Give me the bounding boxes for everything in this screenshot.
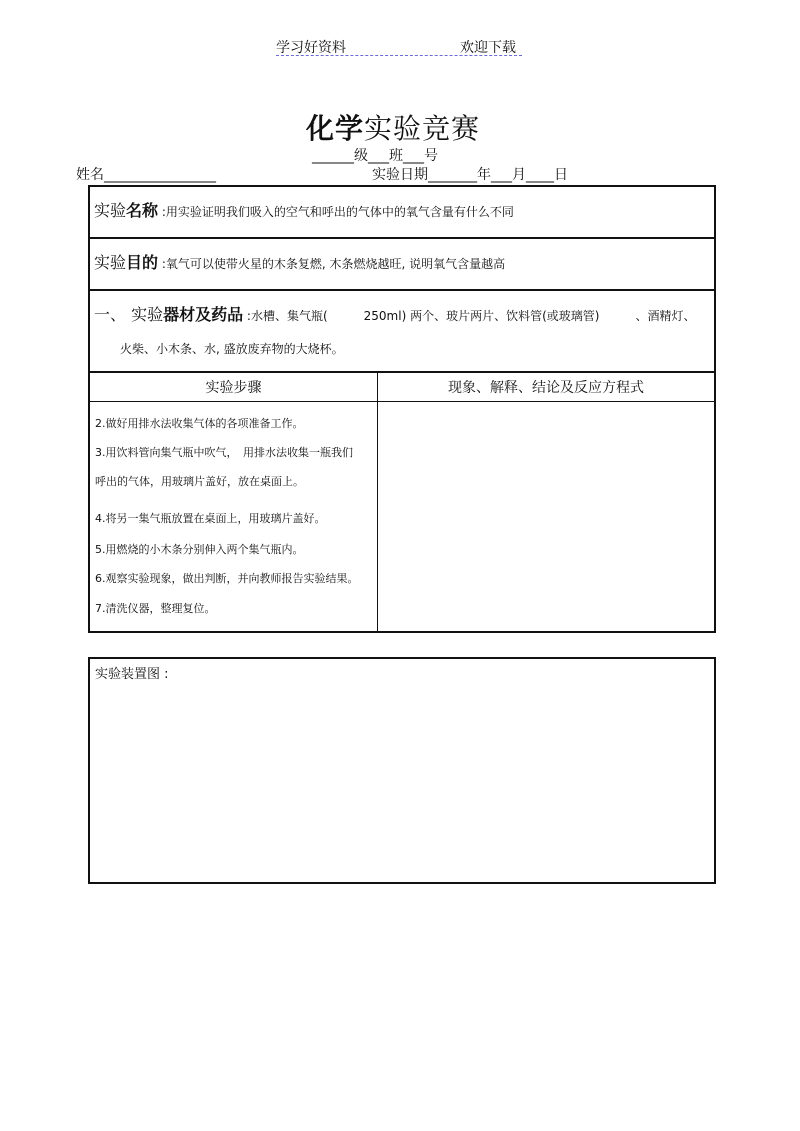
- row-text: :氧气可以使带火星的木条复燃, 木条燃烧越旺, 说明氧气含量越高: [158, 257, 506, 271]
- step-item: 6.观察实验现象，做出判断，并向教师报告实验结果。: [95, 572, 359, 585]
- title-bold: 化学: [305, 112, 364, 145]
- column-divider: [377, 373, 378, 633]
- step-item: 5.用燃烧的小木条分别伸入两个集气瓶内。: [95, 543, 304, 556]
- step-item: 4.将另一集气瓶放置在桌面上，用玻璃片盖好。: [95, 512, 326, 525]
- experiment-purpose-row: [94, 250, 505, 273]
- apparatus-label: 实验装置图 :: [95, 667, 169, 682]
- date-line: 实验日期_______年___月____日: [372, 167, 568, 183]
- table-divider: [90, 289, 714, 291]
- column-header-observations: 现象、解释、结论及反应方程式: [448, 380, 644, 396]
- experiment-name-row: [94, 198, 514, 221]
- header-right-text: 欢迎下载: [460, 40, 516, 56]
- row-label: 一、 实验: [94, 305, 164, 324]
- row-text: :水槽、集气瓶( 250ml) 两个、玻片两片、饮料管(或玻璃管) 、酒精灯、: [243, 309, 696, 323]
- name-line: 姓名________________: [76, 167, 216, 183]
- step-item: 3.用饮料管向集气瓶中吹气， 用排水法收集一瓶我们: [95, 446, 353, 459]
- step-item: 2.做好用排水法收集气体的各项准备工作。: [95, 417, 304, 430]
- row-label-bold: 器材及药品: [163, 305, 244, 324]
- row-label: 实验: [94, 201, 127, 220]
- materials-row-continued: 火柴、小木条、水, 盛放废弃物的大烧杯。: [120, 342, 344, 356]
- materials-row: [94, 302, 695, 325]
- header-row-divider: [90, 401, 714, 402]
- row-label: 实验: [94, 253, 127, 272]
- column-header-steps: 实验步骤: [205, 380, 262, 396]
- class-line: ______级___班___号: [312, 148, 438, 164]
- table-divider: [90, 371, 714, 373]
- step-item: 7.清洗仪器，整理复位。: [95, 602, 216, 615]
- row-label-bold: 名称: [126, 201, 159, 220]
- step-item: 呼出的气体，用玻璃片盖好，放在桌面上。: [95, 475, 304, 488]
- header-divider: [276, 55, 522, 56]
- table-divider: [90, 237, 714, 239]
- row-label-bold: 目的: [126, 253, 159, 272]
- header-left-text: 学习好资料: [276, 40, 346, 56]
- apparatus-box: [88, 657, 716, 884]
- row-text: :用实验证明我们吸入的空气和呼出的气体中的氧气含量有什么不同: [158, 205, 514, 219]
- page-title: [0, 107, 786, 147]
- title-rest: 实验竞赛: [364, 112, 481, 145]
